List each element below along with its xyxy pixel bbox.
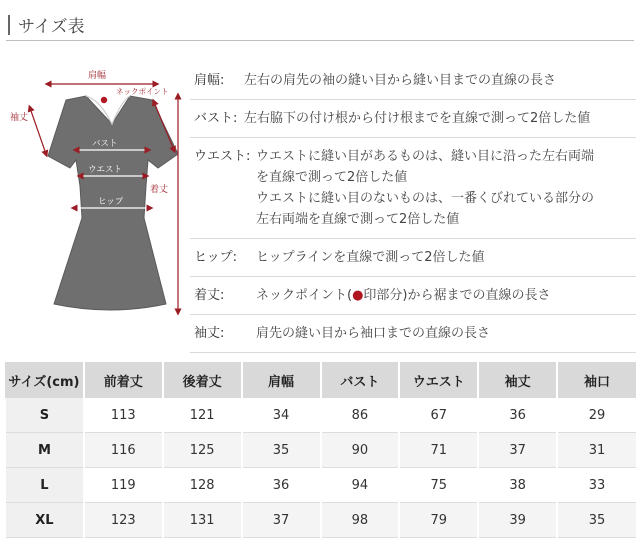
definition-label: 着丈: [194,288,225,303]
definition-shoulder [190,62,636,100]
column-header: ウエスト [399,362,478,398]
definition-label: 肩幅: [194,73,225,88]
table-row [5,433,636,468]
table-cell: 34 [242,398,321,433]
size-label: XL [5,503,84,538]
size-table-header-row [5,362,636,398]
table-cell: 113 [84,398,163,433]
definition-hip [190,239,636,277]
table-cell: 121 [163,398,242,433]
label-neck-point: ネックポイント [116,87,169,96]
label-hip: ヒップ [98,197,124,207]
table-cell: 35 [557,503,636,538]
definition-text: ウエストに縫い目のないものは、一番くびれている部分の [256,191,595,206]
table-cell: 131 [163,503,242,538]
column-header: 肩幅 [242,362,321,398]
column-header: 後着丈 [163,362,242,398]
table-cell: 116 [84,433,163,468]
table-row [5,398,636,433]
column-header: バスト [321,362,400,398]
definition-text-post: 印部分)から裾までの直線の長さ [363,288,551,303]
table-cell: 86 [321,398,400,433]
table-cell: 128 [163,468,242,503]
definition-text: 左右脇下の付け根から付け根までを直線で測って2倍した値 [244,111,591,126]
table-cell: 123 [84,503,163,538]
table-cell: 31 [557,433,636,468]
neck-point-marker: ● [352,288,364,303]
label-sleeve: 袖丈 [10,113,29,123]
table-row [5,468,636,503]
neck-point-dot [101,97,107,103]
table-cell: 36 [242,468,321,503]
size-label: S [5,398,84,433]
definition-label: ヒップ: [194,250,237,265]
table-cell: 79 [399,503,478,538]
table-cell: 35 [242,433,321,468]
definition-text-pre: ネックポイント( [256,288,353,303]
header-accent-bar [8,15,10,35]
definition-waist [190,138,636,239]
table-cell: 37 [478,433,557,468]
page-title: サイズ表 [18,17,85,37]
table-cell: 75 [399,468,478,503]
table-cell: 33 [557,468,636,503]
size-label: L [5,468,84,503]
column-header: サイズ(cm) [5,362,84,398]
table-row [5,503,636,538]
label-waist: ウエスト [88,165,123,175]
table-cell: 119 [84,468,163,503]
definition-length [190,277,636,315]
dress-diagram [4,60,186,328]
table-cell: 94 [321,468,400,503]
table-cell: 67 [399,398,478,433]
definition-text: を直線で測って2倍した値 [256,170,408,185]
column-header: 袖口 [557,362,636,398]
definition-sleeve [190,315,636,353]
table-cell: 98 [321,503,400,538]
table-cell: 125 [163,433,242,468]
table-cell: 36 [478,398,557,433]
label-bust: バスト [92,139,118,149]
table-cell: 38 [478,468,557,503]
table-cell: 37 [242,503,321,538]
definition-label: ウエスト: [194,149,251,164]
table-cell: 90 [321,433,400,468]
measurement-definitions [190,62,636,353]
definition-text: 左右の肩先の袖の縫い目から縫い目までの直線の長さ [244,73,557,88]
table-cell: 39 [478,503,557,538]
label-shoulder: 肩幅 [88,71,107,81]
section-header [6,8,634,41]
size-table [4,362,636,538]
column-header: 前着丈 [84,362,163,398]
definition-bust [190,100,636,138]
definition-text: ヒップラインを直線で測って2倍した値 [256,250,485,265]
table-cell: 29 [557,398,636,433]
definition-label: バスト: [194,111,238,126]
column-header: 袖丈 [478,362,557,398]
definition-text: 左右両端を直線で測って2倍した値 [256,212,460,227]
definition-text: ウエストに縫い目があるものは、縫い目に沿った左右両端 [256,149,595,164]
label-length: 着丈 [150,185,169,195]
dress-illustration [4,60,186,328]
definition-label: 袖丈: [194,326,225,341]
size-label: M [5,433,84,468]
table-cell: 71 [399,433,478,468]
definition-text: 肩先の縫い目から袖口までの直線の長さ [256,326,491,341]
